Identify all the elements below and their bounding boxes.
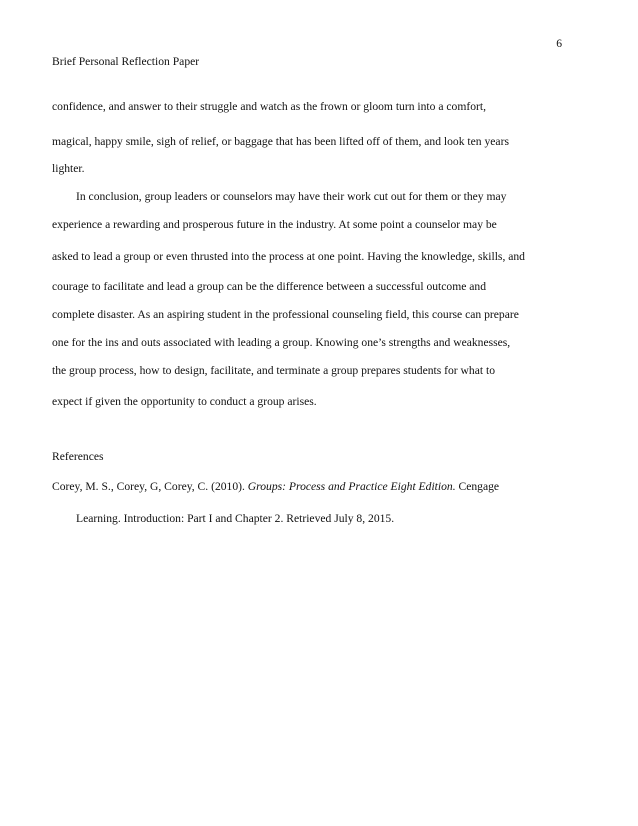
body-line: asked to lead a group or even thrusted into the process at one point. Having the knowledge, skills, and: [52, 250, 525, 263]
running-head: Brief Personal Reflection Paper: [52, 55, 200, 68]
body-line: complete disaster. As an aspiring student in the professional counseling field, this course can prepare: [52, 308, 519, 321]
reference-title: Groups: Process and Practice Eight Edition.: [247, 480, 456, 493]
body-line: lighter.: [52, 162, 85, 175]
references-heading: References: [52, 450, 104, 463]
body-line: the group process, how to design, facilitate, and terminate a group prepares students for what to: [52, 364, 496, 377]
reference-entry-line-2: Learning. Introduction: Part I and Chapter 2. Retrieved July 8, 2015.: [76, 512, 395, 525]
page-number: 6: [556, 37, 562, 50]
body-line: one for the ins and outs associated with leading a group. Knowing one’s strengths and weaknesses,: [52, 336, 511, 349]
body-line: confidence, and answer to their struggle and watch as the frown or gloom turn into a comfort,: [52, 100, 486, 113]
body-line: experience a rewarding and prosperous future in the industry. At some point a counselor may be: [52, 218, 497, 231]
body-line: expect if given the opportunity to conduct a group arises.: [52, 395, 317, 408]
reference-publisher: Cengage: [455, 480, 500, 493]
body-line: courage to facilitate and lead a group can be the difference between a successful outcome and: [52, 280, 487, 293]
body-line: In conclusion, group leaders or counselors may have their work cut out for them or they may: [76, 190, 507, 203]
reference-entry-line-1: [52, 480, 499, 493]
reference-authors-year: Corey, M. S., Corey, G, Corey, C. (2010).: [52, 480, 248, 493]
body-line: magical, happy smile, sigh of relief, or baggage that has been lifted off of them, and look ten years: [52, 135, 509, 148]
